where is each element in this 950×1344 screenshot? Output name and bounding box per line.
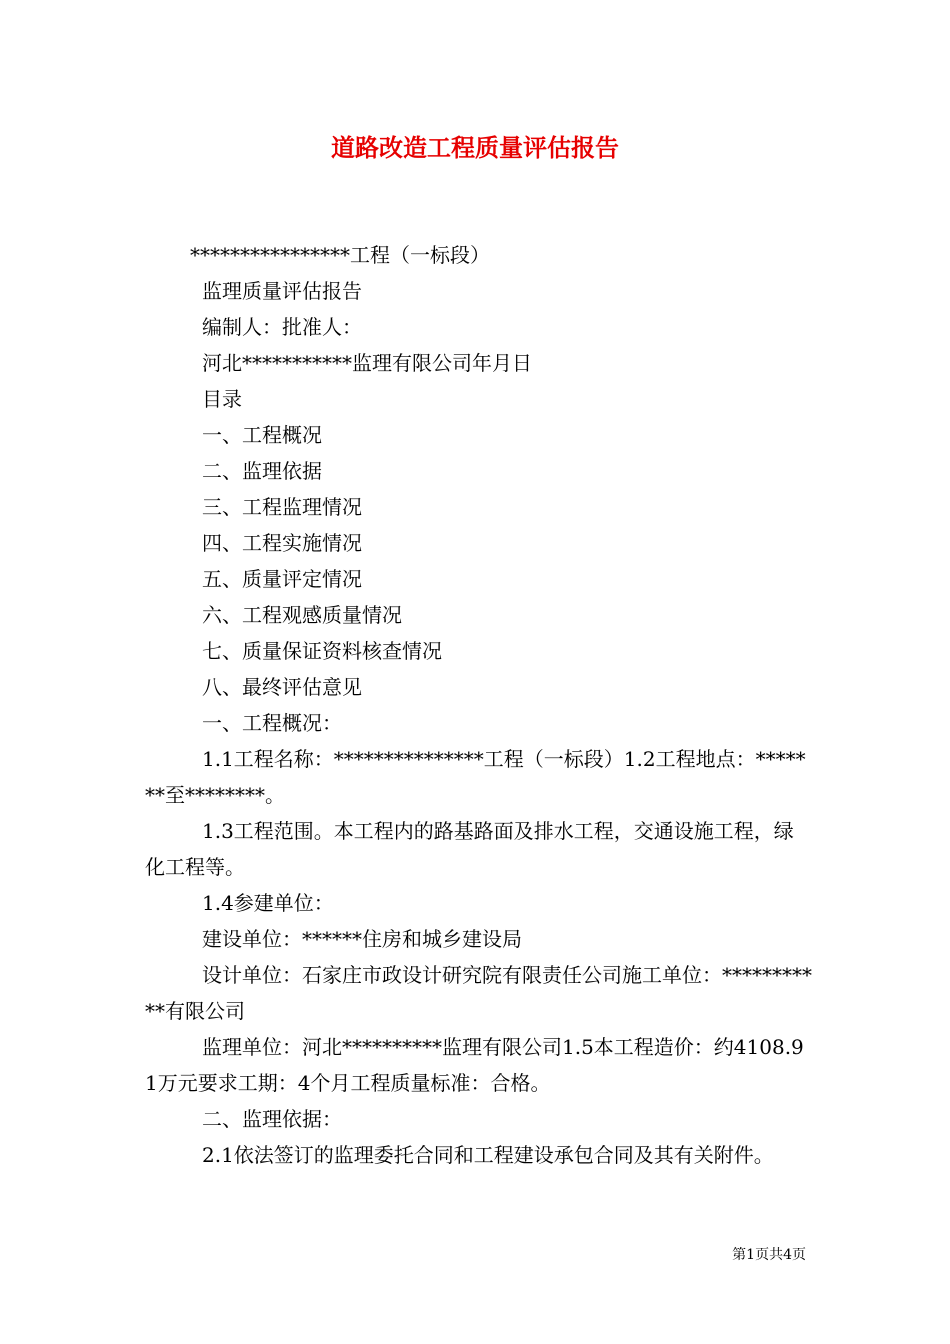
paragraph: 设计单位：石家庄市政设计研究院有限责任公司施工单位：***********有限公司 — [145, 963, 812, 1023]
paragraph: 监理质量评估报告 — [202, 279, 362, 303]
paragraph: 2.1依法签订的监理委托合同和工程建设承包合同及其有关附件。 — [202, 1143, 774, 1167]
section-heading: 一、工程概况： — [202, 711, 342, 735]
toc-item: 二、监理依据 — [202, 459, 322, 483]
paragraph: 1.1工程名称：***************工程（一标段）1.2工程地点：*******至********。 — [145, 747, 806, 807]
document-body — [145, 237, 813, 1173]
toc-item: 五、质量评定情况 — [202, 567, 362, 591]
document-title: 道路改造工程质量评估报告 — [331, 133, 619, 162]
paragraph: 目录 — [202, 387, 242, 411]
toc-item: 八、最终评估意见 — [202, 675, 362, 699]
paragraph: 监理单位：河北**********监理有限公司1.5本工程造价：约4108.91万元要求工期：4个月工程质量标准：合格。 — [145, 1035, 804, 1095]
paragraph: 河北***********监理有限公司年月日 — [202, 351, 532, 375]
paragraph: 编制人：批准人： — [202, 315, 362, 339]
toc-item: 三、工程监理情况 — [202, 495, 362, 519]
paragraph: 建设单位：******住房和城乡建设局 — [202, 927, 522, 951]
paragraph: 1.3工程范围。本工程内的路基路面及排水工程，交通设施工程，绿化工程等。 — [145, 819, 794, 879]
paragraph: 1.4参建单位： — [202, 891, 334, 915]
toc-item: 一、工程概况 — [202, 423, 322, 447]
toc-item: 六、工程观感质量情况 — [202, 603, 402, 627]
toc-item: 四、工程实施情况 — [202, 531, 362, 555]
paragraph: ****************工程（一标段） — [190, 243, 490, 267]
toc-item: 七、质量保证资料核查情况 — [202, 639, 442, 663]
section-heading: 二、监理依据： — [202, 1107, 342, 1131]
page-number-footer: 第1页共4页 — [732, 1247, 806, 1263]
